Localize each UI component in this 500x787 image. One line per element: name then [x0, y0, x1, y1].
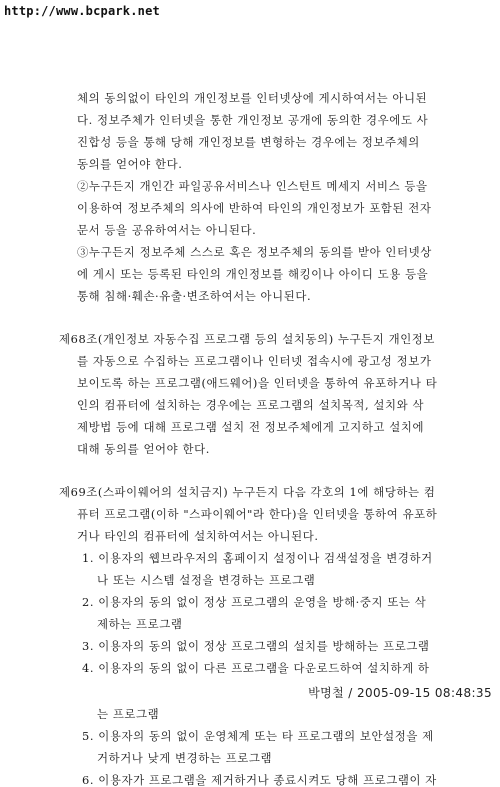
list-item-1-cont: 나 또는 시스템 설정을 변경하는 프로그램 [97, 573, 316, 587]
text-line: 이용하여 정보주체의 의사에 반하여 타인의 개인정보가 포함된 전자 [77, 201, 432, 215]
list-item-4: 4. 이용자의 동의 없이 다른 프로그램을 다운로드하여 설치하게 하 [82, 661, 430, 675]
list-item-5-cont: 거하거나 낮게 변경하는 프로그램 [97, 751, 273, 765]
list-item-2-cont: 제하는 프로그램 [97, 617, 183, 631]
text-line: 진합성 등을 통해 당해 개인정보를 변형하는 경우에는 정보주체의 [77, 135, 420, 149]
text-line: 제방법 등에 대해 프로그램 설치 전 정보주체에게 고지하고 설치에 [77, 420, 425, 434]
text-line: 체의 동의없이 타인의 개인정보를 인터넷상에 게시하여서는 아니된 [77, 91, 428, 105]
text-line: 인의 컴퓨터에 설치하는 경우에는 프로그램의 설치목적, 설치와 삭 [77, 398, 425, 412]
list-item-5: 5. 이용자의 동의 없이 운영체계 또는 타 프로그램의 보안설정을 제 [82, 729, 434, 743]
text-line: 동의를 얻어야 한다. [77, 157, 183, 171]
list-item-1: 1. 이용자의 웹브라우저의 홈페이지 설정이나 검색설정을 변경하거 [82, 551, 433, 565]
text-line: 에 게시 또는 등록된 타인의 개인정보를 해킹이나 아이디 도용 등을 [77, 267, 429, 281]
author-timestamp-stamp: 박명철 / 2005-09-15 08:48:35 [308, 686, 492, 700]
list-item-2: 2. 이용자의 동의 없이 정상 프로그램의 운영을 방해·중지 또는 삭 [82, 595, 427, 609]
text-line: 다. 정보주체가 인터넷을 통한 개인정보 공개에 동의한 경우에도 사 [77, 113, 429, 127]
text-line: ③누구든지 정보주체 스스로 혹은 정보주체의 동의를 받아 인터넷상 [77, 245, 432, 259]
article-69-heading: 제69조(스파이웨어의 설치금지) 누구든지 다음 각호의 1에 해당하는 컴 [59, 485, 436, 499]
text-line: 보이도록 하는 프로그램(애드웨어)을 인터넷을 통하여 유포하거나 타 [77, 376, 438, 390]
text-line: 거나 타인의 컴퓨터에 설치하여서는 아니된다. [77, 529, 319, 543]
site-url: http://www.bcpark.net [4, 4, 160, 18]
text-line: 퓨터 프로그램(이하 "스파이웨어"라 한다)을 인터넷을 통하여 유포하 [77, 507, 438, 521]
text-line: 를 자동으로 수집하는 프로그램이나 인터넷 접속시에 광고성 정보가 [77, 354, 432, 368]
text-line: 통해 침해·훼손·유출·변조하여서는 아니된다. [77, 289, 312, 303]
article-68-heading: 제68조(개인정보 자동수집 프로그램 등의 설치동의) 누구든지 개인정보 [59, 332, 436, 346]
text-line: ②누구든지 개인간 파일공유서비스나 인스턴트 메세지 서비스 등을 [77, 179, 428, 193]
text-line: 문서 등을 공유하여서는 아니된다. [77, 223, 257, 237]
list-item-4-cont: 는 프로그램 [97, 707, 160, 721]
text-line: 대해 동의를 얻어야 한다. [77, 442, 210, 456]
list-item-3: 3. 이용자의 동의 없이 정상 프로그램의 설치를 방해하는 프로그램 [82, 639, 430, 653]
list-item-6: 6. 이용자가 프로그램을 제거하거나 종료시켜도 당해 프로그램이 자 [82, 773, 437, 787]
